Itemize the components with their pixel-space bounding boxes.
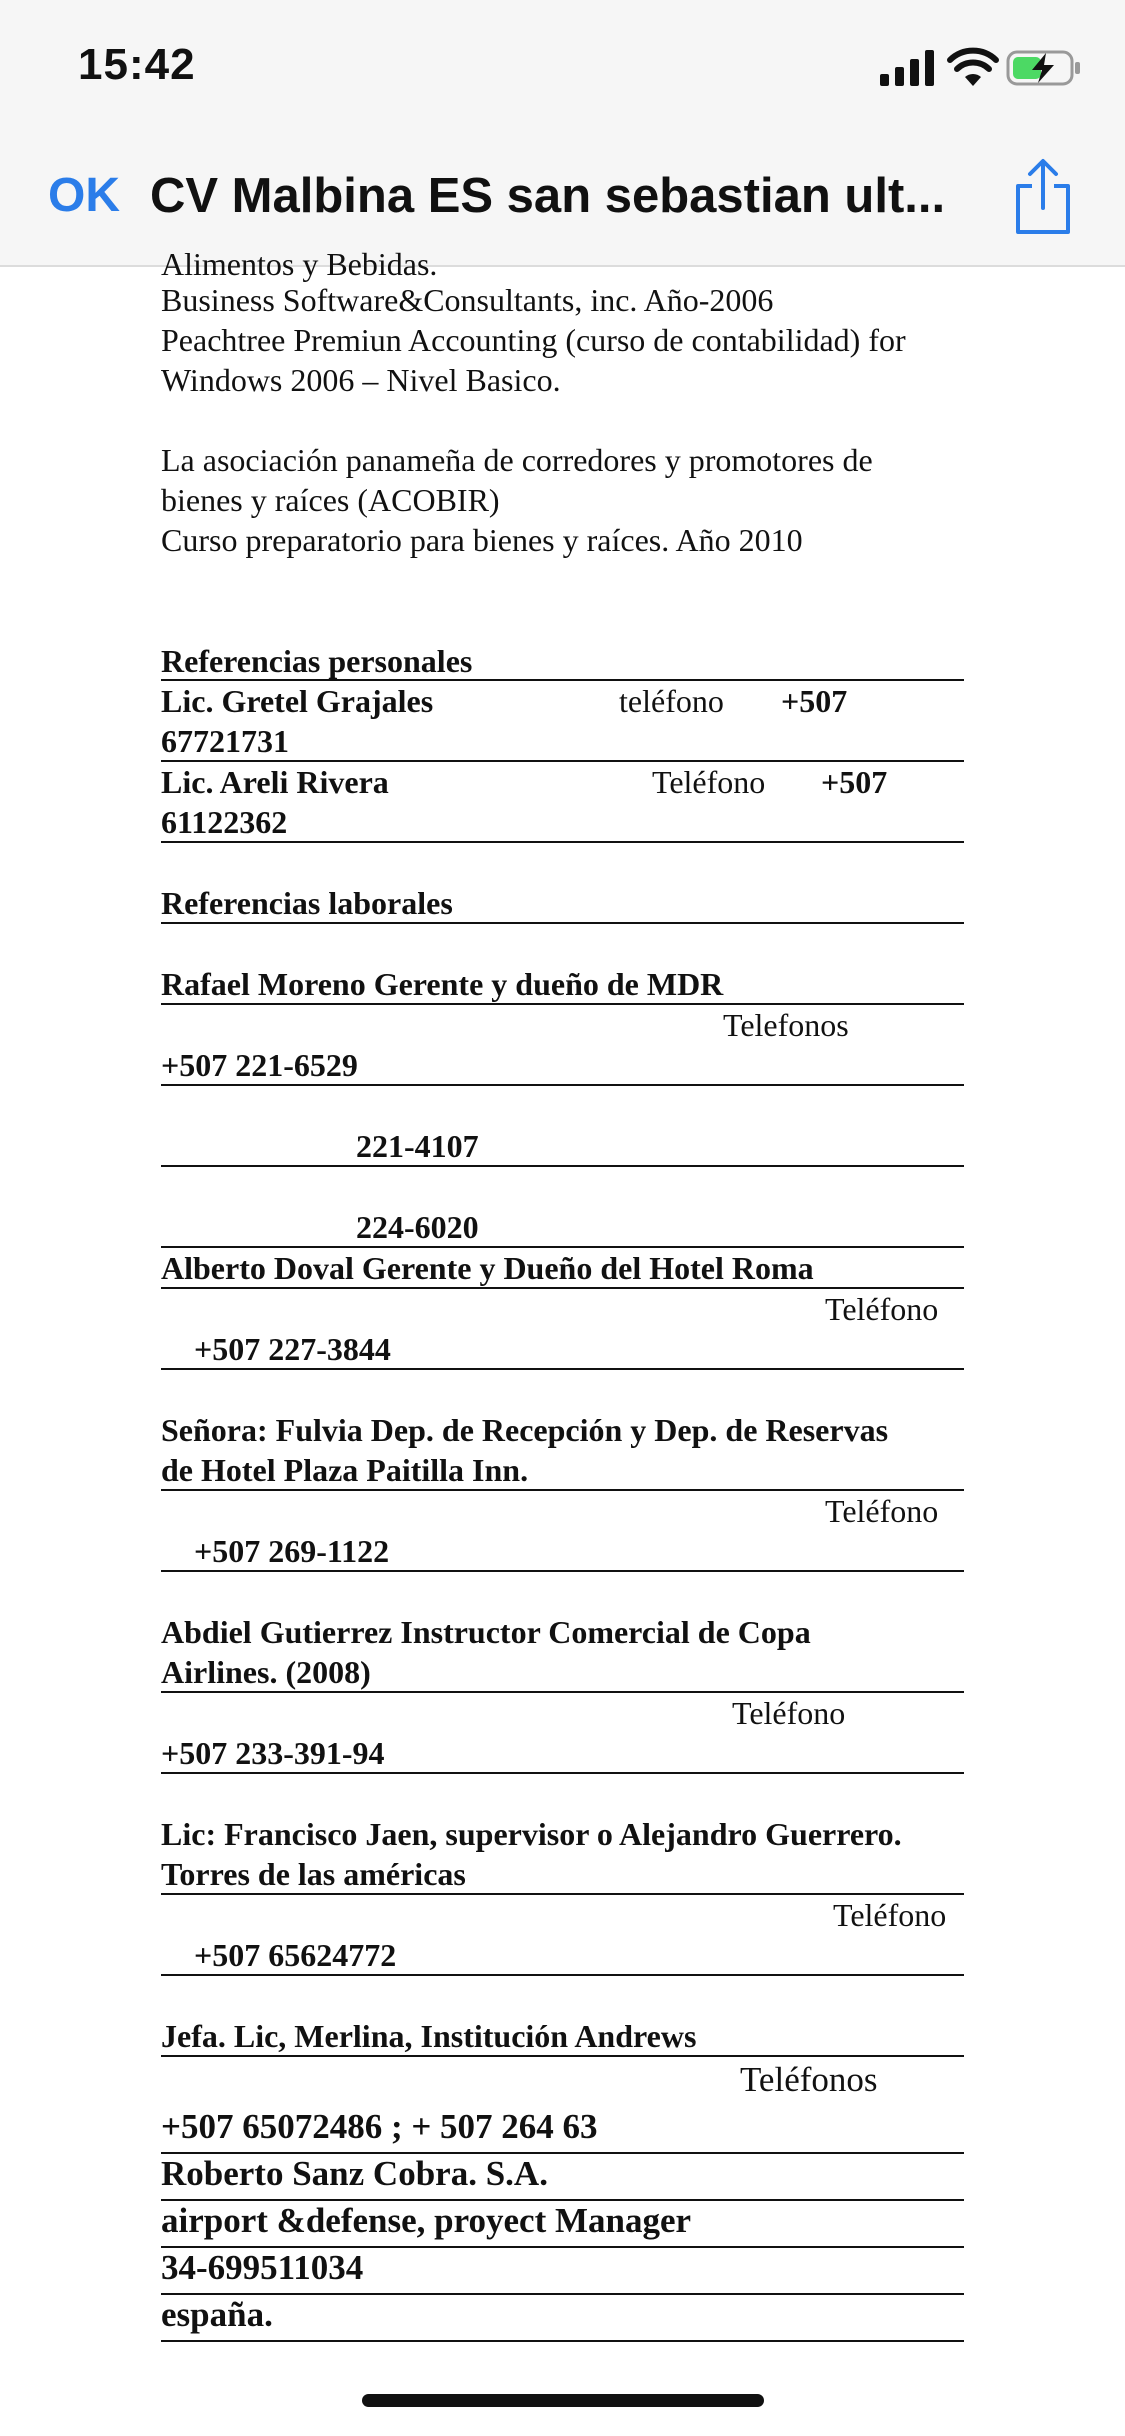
reference-name: Jefa. Lic, Merlina, Institución Andrews <box>161 2018 697 2054</box>
phone-number: 34-699511034 <box>161 2248 364 2287</box>
battery-charging-icon <box>1006 48 1082 88</box>
section-heading: Referencias personales <box>161 643 473 679</box>
divider <box>161 2055 964 2057</box>
divider <box>161 1772 964 1774</box>
status-time: 15:42 <box>78 40 196 89</box>
phone-label: Teléfono <box>652 764 766 800</box>
reference-country: españa. <box>161 2295 273 2334</box>
phone-number: +507 233-391-94 <box>161 1735 385 1771</box>
reference-name: Airlines. (2008) <box>161 1654 371 1690</box>
phone-label: Teléfono <box>732 1695 846 1731</box>
cellular-signal-icon <box>880 50 936 86</box>
divider <box>161 841 964 843</box>
education-line: Windows 2006 – Nivel Basico. <box>161 362 561 398</box>
reference-name: Roberto Sanz Cobra. S.A. <box>161 2154 548 2193</box>
divider <box>161 2340 964 2342</box>
status-bar <box>0 0 1125 140</box>
home-indicator[interactable] <box>362 2394 764 2407</box>
education-line: La asociación panameña de corredores y promotores de <box>161 442 873 478</box>
education-line: Curso preparatorio para bienes y raíces. Año 2010 <box>161 522 803 558</box>
phone-number: +507 227-3844 <box>194 1331 391 1367</box>
section-heading: Referencias laborales <box>161 885 453 921</box>
document-title: CV Malbina ES san sebastian ult... <box>150 169 946 223</box>
clipped-text-line: Alimentos y Bebidas. <box>161 246 438 282</box>
divider <box>161 1084 964 1086</box>
reference-name: Rafael Moreno Gerente y dueño de MDR <box>161 966 724 1002</box>
divider <box>161 1570 964 1572</box>
wifi-icon <box>948 48 998 88</box>
phone-prefix: +507 <box>821 764 888 800</box>
phone-number: 61122362 <box>161 804 288 840</box>
reference-name: Señora: Fulvia Dep. de Recepción y Dep. de Reservas <box>161 1412 889 1448</box>
phone-number: 224-6020 <box>356 1209 479 1245</box>
reference-role: airport &defense, proyect Manager <box>161 2201 692 2240</box>
phone-label: teléfono <box>619 683 724 719</box>
phone-number: +507 221-6529 <box>161 1047 358 1083</box>
divider <box>161 2293 964 2295</box>
phone-label: Teléfono <box>825 1493 939 1529</box>
phone-number: +507 65072486 ; + 507 264 63 <box>161 2107 598 2146</box>
share-icon[interactable] <box>1010 158 1076 236</box>
ok-button[interactable]: OK <box>48 169 120 222</box>
reference-name: Lic. Areli Rivera <box>161 764 389 800</box>
divider <box>161 922 964 924</box>
reference-name: Lic: Francisco Jaen, supervisor o Alejandro Guerrero. <box>161 1816 902 1852</box>
reference-name: de Hotel Plaza Paitilla Inn. <box>161 1452 529 1488</box>
education-line: Peachtree Premiun Accounting (curso de contabilidad) for <box>161 322 906 358</box>
reference-name: Lic. Gretel Grajales <box>161 683 434 719</box>
education-line: bienes y raíces (ACOBIR) <box>161 482 500 518</box>
phone-number: 221-4107 <box>356 1128 479 1164</box>
phone-label: Teléfono <box>833 1897 947 1933</box>
phone-number: 67721731 <box>161 723 289 759</box>
divider <box>161 1368 964 1370</box>
document-page <box>0 246 1125 2436</box>
phone-label: Teléfonos <box>740 2060 878 2099</box>
divider <box>161 1165 964 1167</box>
phone-number: +507 269-1122 <box>194 1533 390 1569</box>
reference-name: Alberto Doval Gerente y Dueño del Hotel Roma <box>161 1250 814 1286</box>
reference-name: Abdiel Gutierrez Instructor Comercial de Copa <box>161 1614 811 1650</box>
phone-label: Telefonos <box>723 1007 849 1043</box>
reference-name: Torres de las américas <box>161 1856 466 1892</box>
phone-number: +507 65624772 <box>194 1937 397 1973</box>
phone-label: Teléfono <box>825 1291 939 1327</box>
education-line: Business Software&Consultants, inc. Año-2006 <box>161 282 774 318</box>
phone-prefix: +507 <box>781 683 848 719</box>
divider <box>161 1974 964 1976</box>
